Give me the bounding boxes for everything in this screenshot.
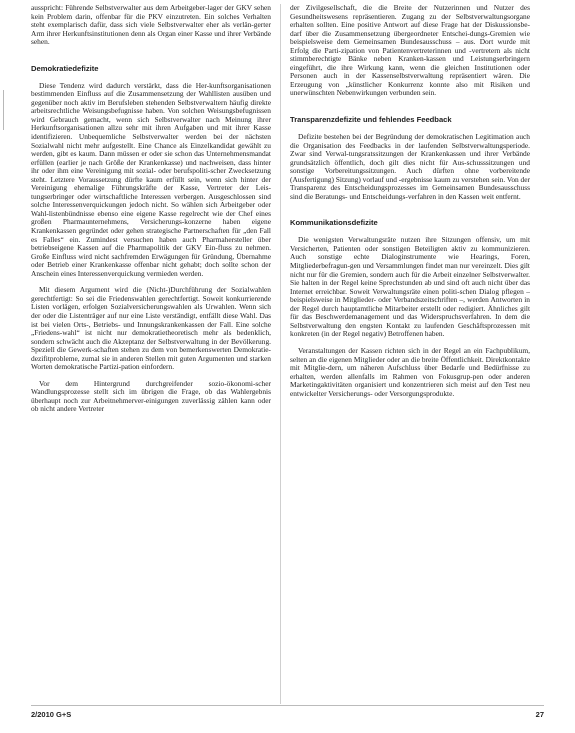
paragraph: Diese Tendenz wird dadurch verstärkt, dass die Her-kunftsorganisationen bestimmenden Einfluss auf die Zusammensetzung der Wahllisten ausüben und gegenüber noch aktiv im Berufsleben stehenden Selbstverwaltern häufig direkte arbeitsrechtliche Weisungsbefugnisse haben. Von solchen Weisungsbefugnissen wird Gebrauch gemacht, wenn sich Selbstverwalter nach Meinung ihrer Herkunftsorganisationen allzu sehr mit ihren Aufgaben und mit ihrer Kasse identifizieren. Unbequemliche Selbstverwalter werden bei der nächsten Sozialwahl nicht mehr aufgestellt. Eine Chance als Einzelkandidat gewählt zu werden, gibt es kaum. Dann müssen er oder sie schon das Unternehmensmandat erfüllen (earlier je nach Größe der Krankenkasse) und nachweisen, dass hinter ihr oder ihm eine Vereinigung mit sozial- oder berufspoliti-scher Zwecksetzung steht. Letztere Voraussetzung dürfte kaum erfüllt sein, wenn sich hinter der Vereinigung ehemalige Führungskräfte der Kasse, Vertreter der Leis-tungserbringer oder wirtschaftliche Interessen verbergen. Ausgeschlossen sind solche Interessenverquickungen jedoch nicht. So wählen sich Arbeitgeber oder Wahl-listenbündnisse ebenso eine eigene Kasse regelrecht wie der Chef eines großen Pharmaunternehmens, Versicherungs-konzerne haben eigene Krankenkassen gegründet oder gehen strategische Partnerschaften für „den Fall es Falles“ ein. Zumindest versuchen haben auch Pharmahersteller über betriebseigene Kassen auf die Pharmapolitik der GKV Ein-fluss zu nehmen. Große Einfluss wird nicht sachfremden Erwägungen für Gründung, Übernahme oder Betrieb einer Krankenkasse offenbar nicht gehabt; doch sollte schon der Anschein eines Interessenverquickung vermieden werden. <box>31 80 271 278</box>
paragraph: Veranstaltungen der Kassen richten sich in der Regel an ein Fachpublikum, selten an die eigenen Mitglieder oder an die breite Öffentlichkeit. Direktkontakte mit Mitglie-dern, um näheren Aufschluss über Bedarfe und Bedürfnisse zu erhalten, werden allenfalls im Rahmen von Fokusgrup-pen oder anderen Marketingaktivitäten organisiert und konzentrieren sich meist auf den Test neu entwickelter Versicherungs- oder Versorgungsprodukte. <box>290 345 530 398</box>
margin-mark <box>3 90 4 130</box>
section-heading: Demokratiedefizite <box>31 63 99 73</box>
paragraph: Die wenigsten Verwaltungsräte nutzen ihre Sitzungen offensiv, um mit Versicherten, Patienten oder sonstigen Beteiligten aktiv zu kommunizieren. Auch sonstige echte Dialoginstrumente wie Hearings, Foren, Mitgliederbefragun-gen und Versammlungen findet man nur vereinzelt. Dies gilt nicht nur für die Gremien, sondern auch für die Arbeit einzelner Selbstverwalter. Sie halten in der Regel keine Sprechstunden ab und sind oft auch nicht über das Internet erreichbar. Soweit Verwaltungsräte einen politi-schen Dialog pflegen – beispielsweise in Mitglieder- oder Verbandszeitschriften –, werden Antworten in der Regel durch hauptamtliche Mitarbeiter erstellt oder redigiert. Ähnliches gilt für das Beschwerdemanagement und das Widerspruchsverfahren. In dem die Selbstverwaltung den engsten Kontakt zu laufenden Geschäftsprozessen mit konkreten (in der Regel negativ) Betroffenen haben. <box>290 235 530 339</box>
paragraph: der Zivilgesellschaft, die die Breite der Nutzerinnen und Nutzer des Gesundheitswesens repräsentieren. Zugang zu der Selbstverwaltungsorgane erhalten sollten. Eine positive Antwort auf diese Frage hat der Diskussionsbe-darf über die Zusammensetzung übergeordneter Entschei-dungs-Gremien wie beispielsweise dem Gemeinsamen Bundesausschuss – aus. Dort wurde mit Erfolg die Parti-zipation von Patientenvertreterinnen und -vertretern als nicht stimmberechtigte Bänke neben Kranken-kassen und Leistungserbringern eingeführt, die ihre Wirkung kann, wenn die gleichen Institutionen oder Personen auch in der Kassenselbstverwaltung repräsentiert wären. Die Erzeugung von „künstlicher Konkurrenz konnte also mit Risiken und unerwünschten Nebenwirkungen verbunden sein. <box>290 3 530 98</box>
issue-label: 2/2010 G+S <box>31 710 72 719</box>
paragraph: ausspricht: Führende Selbstverwalter aus dem Arbeitgeber-lager der GKV sehen kein Problem darin, offenbar für die PKV einzutreten. Ein solches Verhalten steht exemplarisch dafür, dass sich viele Selbstverwalter eher als verlän-gerter Arm ihrer Herkunftsinstitutionen denn als Organ einer Kasse und ihrer Verbände sehen. <box>31 3 271 47</box>
right-column <box>290 4 530 398</box>
left-column <box>31 4 271 414</box>
section-heading: Kommunikationsdefizite <box>290 218 378 228</box>
page-footer <box>31 705 544 720</box>
paragraph: Vor dem Hintergrund durchgreifender sozio-ökonomi-scher Wandlungsprozesse stellt sich im übrigen die Frage, ob das Wahlergebnis überhaupt noch zur Arbeitnehmerver-einigungen zuverlässig zählen kann oder ob nicht andere Vertreter <box>31 378 271 414</box>
paragraph: Mit diesem Argument wird die (Nicht-)Durchführung der Sozialwahlen gerechtfertigt: So sei die Friedenswahlen gerechtfertigt. Soweit konkurrierende Listen vorlägen, erfolgen Sozialversicherungswahlen als Urwahlen. Wenn sich der oder die Listenträger auf nur eine Liste verständigt, entfällt diese Wahl. Das ist bei vielen Orts-, Betriebs- und Innungskrankenkassen der Fall. Eine solche „Friedens-wahl“ ist nicht nur demokratietheoretisch mehr als bedenklich, sondern schwächt auch die Akzeptanz der Selbstverwaltung in der Bevölkerung. Speziell die Gewerk-schaften stehen zu dem von bemerkenswerten Demokratie-dezifitprobleme, zumal sie in anderen Stellen mit guten Argumenten und starken Worten demokratische Partizi-pation einfordern. <box>31 285 271 372</box>
column-divider <box>280 4 281 704</box>
page-number: 27 <box>535 710 544 719</box>
section-heading: Transparenzdefizite und fehlendes Feedback <box>290 115 452 125</box>
paragraph: Defizite bestehen bei der Begründung der demokratischen Legitimation auch die Organisation des Feedbacks in der laufenden Selbstverwaltungsperiode. Zwar sind Verwal-tungsratssitzungen der Krankenkassen und ihrer Verbände grundsätzlich öffentlich, doch gilt dies nicht für Aus-schusssitzungen und sonstige Vorbereitungssitzungen. Auch dürften ohne vorbereitende (Ausfertigung) Sitzung) vorlauf und -ergebnisse kaum zu verstehen sein. Von der Transparenz des Entscheidungsprozesses im Gemeinsamen Bundesausschuss sind die Beratungs- und Entscheidungs-verfahren in den Kassen weit entfernt. <box>290 132 530 201</box>
